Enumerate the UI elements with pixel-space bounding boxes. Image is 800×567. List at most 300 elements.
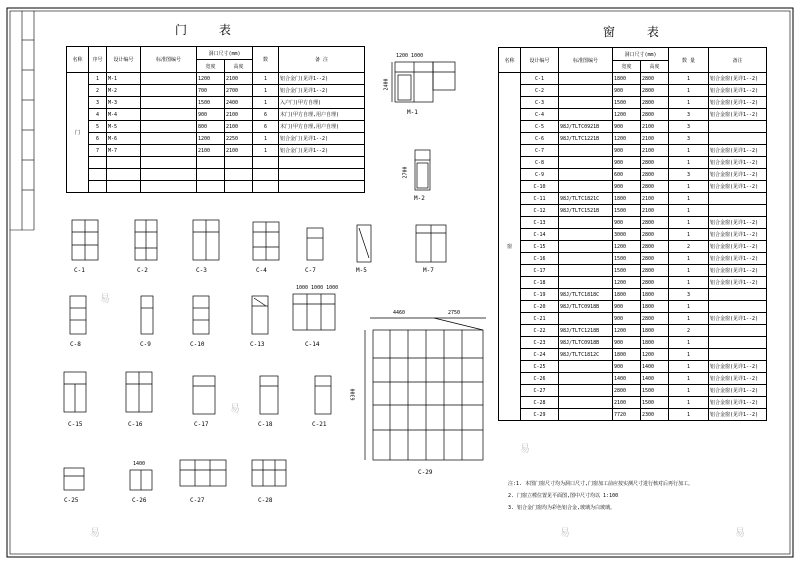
- cell: C-26: [521, 373, 559, 385]
- cell: 2800: [641, 169, 669, 181]
- cell: 3: [669, 109, 709, 121]
- label-c4: C-4: [256, 267, 267, 274]
- cell: [141, 97, 197, 109]
- window-header-remark: 备注: [709, 48, 767, 73]
- door-elevation-m2: [415, 150, 430, 190]
- cell: 铝合金窗(见详1--2): [709, 373, 767, 385]
- cell: 900: [613, 157, 641, 169]
- cell: 2100: [225, 109, 253, 121]
- cell: 1: [669, 313, 709, 325]
- cell: C-21: [521, 313, 559, 325]
- cell: 1: [669, 301, 709, 313]
- door-header-count: 数: [253, 47, 279, 73]
- cell: 1200: [197, 73, 225, 85]
- cell: 1500: [613, 205, 641, 217]
- cell: 5: [89, 121, 107, 133]
- table-row: [499, 193, 767, 205]
- cell: 2800: [641, 73, 669, 85]
- window-elevation-c8: [70, 296, 86, 334]
- cell: 1: [669, 397, 709, 409]
- cell: 3: [669, 169, 709, 181]
- cell: 铝合金窗(见详1--2): [709, 385, 767, 397]
- label-c17: C-17: [194, 421, 209, 428]
- cell: 98J/TLTC1221B: [559, 133, 613, 145]
- cell: 98J/TLTC1818C: [559, 289, 613, 301]
- cell: 1: [669, 373, 709, 385]
- cell: M-1: [107, 73, 141, 85]
- window-elevation-c25: [64, 468, 84, 490]
- label-c7: C-7: [305, 267, 316, 274]
- table-row: [499, 217, 767, 229]
- cell: C-13: [521, 217, 559, 229]
- table-row: [499, 109, 767, 121]
- cell: [559, 397, 613, 409]
- cell: 铝合金窗(见详1--2): [709, 97, 767, 109]
- title-strip: [10, 11, 34, 230]
- table-row: [499, 397, 767, 409]
- cell: [197, 181, 225, 193]
- table-row: [499, 349, 767, 361]
- window-elevation-c4: [253, 222, 279, 260]
- cell: C-5: [521, 121, 559, 133]
- cell: 铝合金窗(见详1--2): [709, 145, 767, 157]
- table-row: [67, 145, 365, 157]
- cell: [559, 85, 613, 97]
- cell: 1: [253, 97, 279, 109]
- door-elevation-m5: [357, 225, 371, 262]
- cell: [709, 121, 767, 133]
- cell: [141, 85, 197, 97]
- cell: [559, 97, 613, 109]
- door-header-name: 名称: [67, 47, 89, 73]
- cell: [559, 313, 613, 325]
- cell: 2100: [225, 145, 253, 157]
- cell: M-3: [107, 97, 141, 109]
- window-elevation-c1: [72, 220, 98, 260]
- cell: 6: [89, 133, 107, 145]
- cell: [559, 73, 613, 85]
- cell: [709, 289, 767, 301]
- cell: 3: [669, 289, 709, 301]
- cell: 铝合金门(见详1--2): [279, 85, 365, 97]
- window-elevation-c29: [365, 318, 486, 460]
- cell: 铝合金窗(见详1--2): [709, 85, 767, 97]
- cell: 2800: [641, 265, 669, 277]
- cell: [107, 169, 141, 181]
- cell: [559, 409, 613, 421]
- cell: [141, 121, 197, 133]
- cell: 1: [669, 265, 709, 277]
- cell: 铝合金窗(见详1--2): [709, 229, 767, 241]
- cell: [89, 157, 107, 169]
- cell: [709, 301, 767, 313]
- table-row: [499, 157, 767, 169]
- window-elevation-c16: [126, 372, 152, 412]
- door-table-title: 门 表: [175, 23, 245, 37]
- door-elevation-m7: [416, 225, 446, 262]
- cell: 1500: [613, 253, 641, 265]
- cell: 铝合金门(见详1--2): [279, 145, 365, 157]
- cell: 1: [253, 73, 279, 85]
- window-table: [498, 47, 767, 421]
- table-row: [67, 97, 365, 109]
- cell: 1: [669, 229, 709, 241]
- cell: 7: [89, 145, 107, 157]
- cell: 98J/TLTC1521B: [559, 205, 613, 217]
- note-2: 2. 门窗立樘位置见平面图,图中尺寸均以 1:100: [508, 493, 619, 499]
- cell: [559, 229, 613, 241]
- cell: 1200: [613, 325, 641, 337]
- cell: 2800: [641, 229, 669, 241]
- window-elevation-c27: [180, 460, 226, 486]
- cell: 2800: [613, 385, 641, 397]
- cell: 900: [613, 313, 641, 325]
- watermark: 易: [100, 294, 110, 305]
- dim-c29-top-left: 4460: [393, 310, 406, 316]
- cell: 2800: [641, 241, 669, 253]
- watermark: 易: [735, 528, 745, 539]
- cell: [89, 169, 107, 181]
- cell: 900: [197, 109, 225, 121]
- window-elevation-c17: [193, 376, 215, 414]
- table-row: [499, 361, 767, 373]
- cell: [141, 169, 197, 181]
- label-c25: C-25: [64, 497, 79, 504]
- cell: 1: [669, 385, 709, 397]
- cell: 铝合金窗(见详1--2): [709, 241, 767, 253]
- label-m5: M-5: [356, 267, 367, 274]
- cell: M-2: [107, 85, 141, 97]
- label-c15: C-15: [68, 421, 83, 428]
- table-row: [499, 229, 767, 241]
- cell: 1800: [641, 337, 669, 349]
- cell: [279, 169, 365, 181]
- door-header-size: 洞口尺寸(mm): [197, 47, 253, 60]
- cell: 2800: [641, 217, 669, 229]
- table-row: [499, 241, 767, 253]
- cell: 1500: [641, 385, 669, 397]
- cell: 2100: [641, 193, 669, 205]
- cell: 铝合金窗(见详1--2): [709, 157, 767, 169]
- cell: [559, 217, 613, 229]
- cell: 1: [669, 409, 709, 421]
- cell: 4: [89, 109, 107, 121]
- table-row: [499, 85, 767, 97]
- cell: 3: [669, 121, 709, 133]
- cell: 2100: [197, 145, 225, 157]
- cell: 2: [669, 241, 709, 253]
- cell: 1: [669, 73, 709, 85]
- window-table-title: 窗 表: [603, 25, 673, 39]
- cell: C-17: [521, 265, 559, 277]
- dim-c14-top: 1000 1000 1000: [296, 285, 339, 291]
- cell: 2100: [641, 121, 669, 133]
- door-header-width: 宽度: [197, 60, 225, 73]
- cell: 1800: [641, 325, 669, 337]
- cell: 2700: [225, 85, 253, 97]
- cell: 2800: [641, 157, 669, 169]
- window-elevation-c18: [260, 376, 278, 414]
- table-row: [499, 145, 767, 157]
- label-c9: C-9: [140, 341, 151, 348]
- cell: C-29: [521, 409, 559, 421]
- cell: 1500: [641, 397, 669, 409]
- cell: 入户门(甲方自理): [279, 97, 365, 109]
- table-row: [499, 385, 767, 397]
- window-header-height: 高度: [641, 61, 669, 73]
- cell: [107, 181, 141, 193]
- cell: 98J/TLTC0918B: [559, 337, 613, 349]
- cell: [709, 325, 767, 337]
- cell: 700: [197, 85, 225, 97]
- cell: 2800: [641, 85, 669, 97]
- label-m1: M-1: [407, 109, 418, 116]
- cell: 铝合金窗(见详1--2): [709, 217, 767, 229]
- cell: 900: [613, 85, 641, 97]
- cell: [197, 157, 225, 169]
- window-header-standard-code: 标准图编号: [559, 48, 613, 73]
- cell: 2: [89, 85, 107, 97]
- table-row: [499, 337, 767, 349]
- table-row: [499, 169, 767, 181]
- cell: 2800: [641, 313, 669, 325]
- dim-c26-top: 1400: [133, 461, 146, 467]
- window-header-design-code: 设计编号: [521, 48, 559, 73]
- cell: 1: [253, 133, 279, 145]
- cell: 900: [613, 337, 641, 349]
- cell: C-3: [521, 97, 559, 109]
- cell: [225, 157, 253, 169]
- cell: 7720: [613, 409, 641, 421]
- cell: 1: [669, 217, 709, 229]
- cell: [253, 157, 279, 169]
- cell: 1200: [613, 133, 641, 145]
- cell: 98J/TLTC1812C: [559, 349, 613, 361]
- table-row: [67, 133, 365, 145]
- window-elevation-c15: [64, 372, 86, 412]
- cell: [709, 337, 767, 349]
- cell: 900: [613, 181, 641, 193]
- cell: [225, 169, 253, 181]
- cell: 1200: [197, 133, 225, 145]
- cell: [197, 169, 225, 181]
- cell: 1400: [613, 373, 641, 385]
- table-row: [499, 373, 767, 385]
- cell: C-12: [521, 205, 559, 217]
- cell: 1: [669, 145, 709, 157]
- cell: 1: [89, 73, 107, 85]
- cell: C-15: [521, 241, 559, 253]
- cell: C-20: [521, 301, 559, 313]
- cell: 2100: [613, 397, 641, 409]
- cell: 1200: [641, 349, 669, 361]
- cell: 1800: [613, 289, 641, 301]
- watermark: 易: [560, 528, 570, 539]
- cell: C-24: [521, 349, 559, 361]
- cell: 1: [669, 361, 709, 373]
- cell: [559, 385, 613, 397]
- cell: 2: [669, 325, 709, 337]
- cell: 1: [669, 253, 709, 265]
- cell: 2800: [641, 109, 669, 121]
- window-elevation-c2: [135, 220, 157, 260]
- cell: 98J/TLTC1821C: [559, 193, 613, 205]
- cell: [559, 277, 613, 289]
- table-row: [499, 205, 767, 217]
- cell: 1200: [613, 109, 641, 121]
- cell: 1800: [613, 73, 641, 85]
- label-m2: M-2: [414, 195, 425, 202]
- cell: M-5: [107, 121, 141, 133]
- table-row: [499, 301, 767, 313]
- window-elevation-c14: [293, 294, 335, 330]
- cell: 铝合金窗(见详1--2): [709, 265, 767, 277]
- cell: [141, 145, 197, 157]
- cell: 900: [613, 361, 641, 373]
- dim-c29-side: 6300: [350, 388, 357, 401]
- cell: M-6: [107, 133, 141, 145]
- cell: 2250: [225, 133, 253, 145]
- cell: 1800: [641, 289, 669, 301]
- note-1: 注:1. 本图门窗尺寸均为洞口尺寸,门窗加工前应按实测尺寸进行核对后再行加工。: [508, 481, 694, 487]
- door-elevation-m1: [392, 62, 455, 102]
- cell: 1: [669, 85, 709, 97]
- door-header-standard-code: 标准图编号: [141, 47, 197, 73]
- cell: C-25: [521, 361, 559, 373]
- cell: 900: [613, 217, 641, 229]
- label-c8: C-8: [70, 341, 81, 348]
- cell: [279, 157, 365, 169]
- label-c28: C-28: [258, 497, 273, 504]
- cell: 1: [253, 145, 279, 157]
- cell: C-19: [521, 289, 559, 301]
- cell: [559, 157, 613, 169]
- cell: [559, 361, 613, 373]
- cell: C-4: [521, 109, 559, 121]
- cell: 1: [669, 193, 709, 205]
- table-row: [67, 121, 365, 133]
- label-c10: C-10: [190, 341, 205, 348]
- label-c3: C-3: [196, 267, 207, 274]
- cell: 1200: [613, 277, 641, 289]
- label-c27: C-27: [190, 497, 205, 504]
- window-elevation-c13: [252, 296, 268, 334]
- door-header-seq: 序号: [89, 47, 107, 73]
- cell: [141, 181, 197, 193]
- cell: 1800: [613, 349, 641, 361]
- cell: 98J/TLTC0918B: [559, 301, 613, 313]
- cell: M-7: [107, 145, 141, 157]
- note-3: 3. 铝合金门窗均为彩色铝合金,玻璃为白玻璃。: [508, 505, 616, 511]
- cell: [559, 169, 613, 181]
- cell: [141, 133, 197, 145]
- table-row: [499, 181, 767, 193]
- cell: C-1: [521, 73, 559, 85]
- cell: [141, 157, 197, 169]
- cell: 98J/TLTC1218B: [559, 325, 613, 337]
- label-c29: C-29: [418, 469, 433, 476]
- cell: 1200: [613, 241, 641, 253]
- cell: 2800: [641, 253, 669, 265]
- cell: [107, 157, 141, 169]
- cell: 木门(甲方自理,用户自理): [279, 109, 365, 121]
- table-row: [499, 121, 767, 133]
- watermark: 易: [230, 404, 240, 415]
- window-elevation-c10: [193, 296, 209, 334]
- door-table: [66, 46, 365, 193]
- watermark: 易: [520, 444, 530, 455]
- cell: C-27: [521, 385, 559, 397]
- cell: 2100: [641, 205, 669, 217]
- cell: C-11: [521, 193, 559, 205]
- cell: 1: [669, 157, 709, 169]
- cell: 3000: [613, 229, 641, 241]
- cell: 1800: [641, 301, 669, 313]
- cell: 铝合金窗(见详1--2): [709, 73, 767, 85]
- cell: C-8: [521, 157, 559, 169]
- window-name-cell: 窗: [499, 73, 521, 421]
- cell: [709, 193, 767, 205]
- table-row: [67, 157, 365, 169]
- cell: [709, 133, 767, 145]
- cell: 900: [613, 145, 641, 157]
- table-row: [499, 133, 767, 145]
- table-row: [67, 169, 365, 181]
- label-c26: C-26: [132, 497, 147, 504]
- cell: C-22: [521, 325, 559, 337]
- table-row: [67, 85, 365, 97]
- door-header-design-code: 设计编号: [107, 47, 141, 73]
- window-header-name: 名称: [499, 48, 521, 73]
- window-elevation-c21: [315, 376, 331, 414]
- cell: 2100: [641, 145, 669, 157]
- cell: 1500: [197, 97, 225, 109]
- cell: 1500: [613, 97, 641, 109]
- table-row: [499, 97, 767, 109]
- cell: 900: [613, 301, 641, 313]
- cell: 1: [669, 205, 709, 217]
- cell: 2800: [641, 97, 669, 109]
- cell: C-16: [521, 253, 559, 265]
- label-c2: C-2: [137, 267, 148, 274]
- cell: 2800: [641, 181, 669, 193]
- cell: 3: [669, 133, 709, 145]
- table-row: [499, 289, 767, 301]
- cell: [253, 169, 279, 181]
- cell: 900: [613, 121, 641, 133]
- watermark: 易: [90, 528, 100, 539]
- cell: 1800: [613, 193, 641, 205]
- table-row: [499, 73, 767, 85]
- cell: [709, 205, 767, 217]
- cell: 铝合金窗(见详1--2): [709, 277, 767, 289]
- table-row: [499, 277, 767, 289]
- cell: C-28: [521, 397, 559, 409]
- cell: 600: [613, 169, 641, 181]
- cell: C-6: [521, 133, 559, 145]
- table-row: [499, 325, 767, 337]
- cell: 6: [253, 121, 279, 133]
- cell: [141, 73, 197, 85]
- cell: C-7: [521, 145, 559, 157]
- cell: 铝合金窗(见详1--2): [709, 109, 767, 121]
- cell: 800: [197, 121, 225, 133]
- label-m7: M-7: [423, 267, 434, 274]
- cell: 2400: [225, 97, 253, 109]
- cell: C-2: [521, 85, 559, 97]
- label-c21: C-21: [312, 421, 327, 428]
- cell: 铝合金窗(见详1--2): [709, 313, 767, 325]
